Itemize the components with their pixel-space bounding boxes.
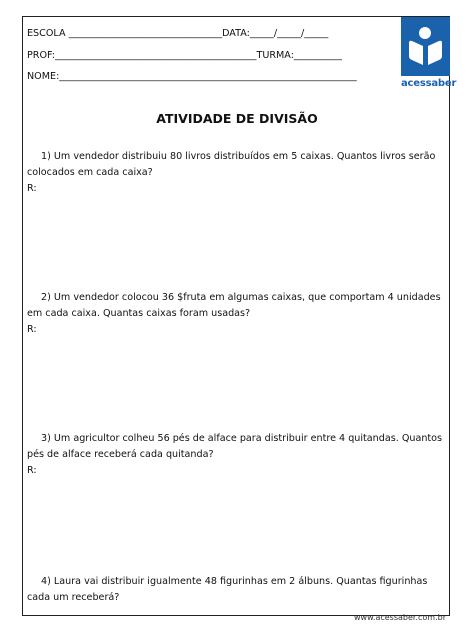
question-3-line-1: 3) Um agricultor colheu 56 pés de alface para distribuir entre 4 quitandas. Quantos: [41, 433, 443, 444]
page-title: ATIVIDADE DE DIVISÃO: [156, 111, 318, 126]
nome-line: NOME:______________________________________________________________: [27, 71, 357, 82]
question-2-line-1: 2) Um vendedor colocou 36 $fruta em algumas caixas, que comportam 4 unidades: [41, 292, 441, 303]
question-1-line-2: colocados em cada caixa?: [27, 167, 153, 178]
question-4-line-1: 4) Laura vai distribuir igualmente 48 figurinhas em 2 álbuns. Quantas figurinhas: [41, 576, 428, 587]
question-2: [27, 290, 445, 338]
question-1-answer: R:: [27, 183, 37, 194]
question-3-answer: R:: [27, 465, 37, 476]
question-3: [27, 431, 445, 479]
logo-text: acessaber: [401, 78, 457, 89]
question-1-line-1: 1) Um vendedor distribuiu 80 livros distribuídos em 5 caixas. Quantos livros serão: [41, 151, 436, 162]
footer-url: www.acessaber.com.br: [354, 613, 446, 622]
acessaber-logo: [401, 17, 457, 100]
question-2-line-2: em cada caixa. Quantas caixas foram usadas?: [27, 308, 251, 319]
question-1: [27, 149, 445, 197]
worksheet-page: [22, 16, 457, 616]
prof-line: PROF:__________________________________________TURMA:__________: [27, 50, 342, 61]
logo-emblem-icon: [401, 17, 450, 76]
question-3-line-2: pés de alface receberá cada quitanda?: [27, 449, 214, 460]
question-2-answer: R:: [27, 324, 37, 335]
question-4-line-2: cada um receberá?: [27, 592, 120, 603]
escola-line: ESCOLA ________________________________DATA:_____/_____/_____: [27, 28, 329, 39]
question-4: [27, 574, 445, 606]
